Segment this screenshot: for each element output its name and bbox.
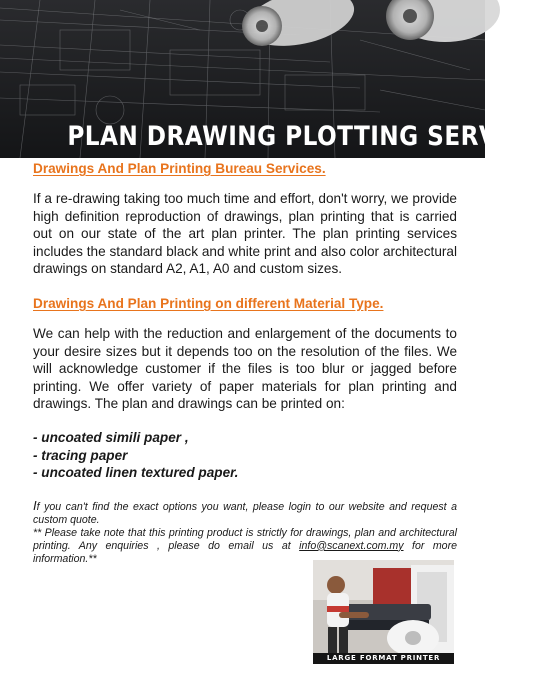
printer-illustration xyxy=(313,560,454,664)
list-item: - tracing paper xyxy=(33,447,128,463)
email-link[interactable]: info@scanext.com.my xyxy=(299,539,404,552)
materials-list xyxy=(33,429,457,482)
printer-photo xyxy=(313,560,454,664)
main-content xyxy=(33,160,457,566)
section-heading-materials: Drawings And Plan Printing on different Material Type. xyxy=(33,295,384,311)
quote-text: f you can't find the exact options you want, please login to our website and request a custom quote. xyxy=(33,500,457,526)
list-item: - uncoated linen textured paper. xyxy=(33,465,239,481)
section-heading-bureau: Drawings And Plan Printing Bureau Services. xyxy=(33,161,326,176)
header-banner xyxy=(0,0,540,158)
custom-quote-note xyxy=(33,499,457,527)
section-body-bureau: If a re-drawing taking too much time and effort, don't worry, we provide high definition reproduction of drawings, plan printing that is carried out on our state of the art plan printer. The plan printing services includes the standard black and white print and also color architectural drawings on standard A2, A1, A0 and custom sizes. xyxy=(33,191,457,277)
section-body-materials: We can help with the reduction and enlargement of the documents to your desire sizes but it depends too on the resolution of the files. We will acknowledge customer if the files is too blur or jagged before printing. We offer variety of paper materials for plan printing and drawings. The plan and drawings can be printed on: xyxy=(33,325,457,412)
photo-caption: LARGE FORMAT PRINTER xyxy=(313,653,454,664)
quote-first-letter: I xyxy=(33,497,37,513)
disclaimer-text-end: for more information.** xyxy=(33,539,457,565)
page-title: PLAN DRAWING PLOTTING SERVICE xyxy=(67,121,540,152)
disclaimer-text: ** Please take note that this printing product is strictly for drawings, plan and architectural printing. Any enquiries , please do email us at xyxy=(33,526,457,552)
list-item: - uncoated simili paper , xyxy=(33,429,189,445)
notes xyxy=(33,499,457,566)
